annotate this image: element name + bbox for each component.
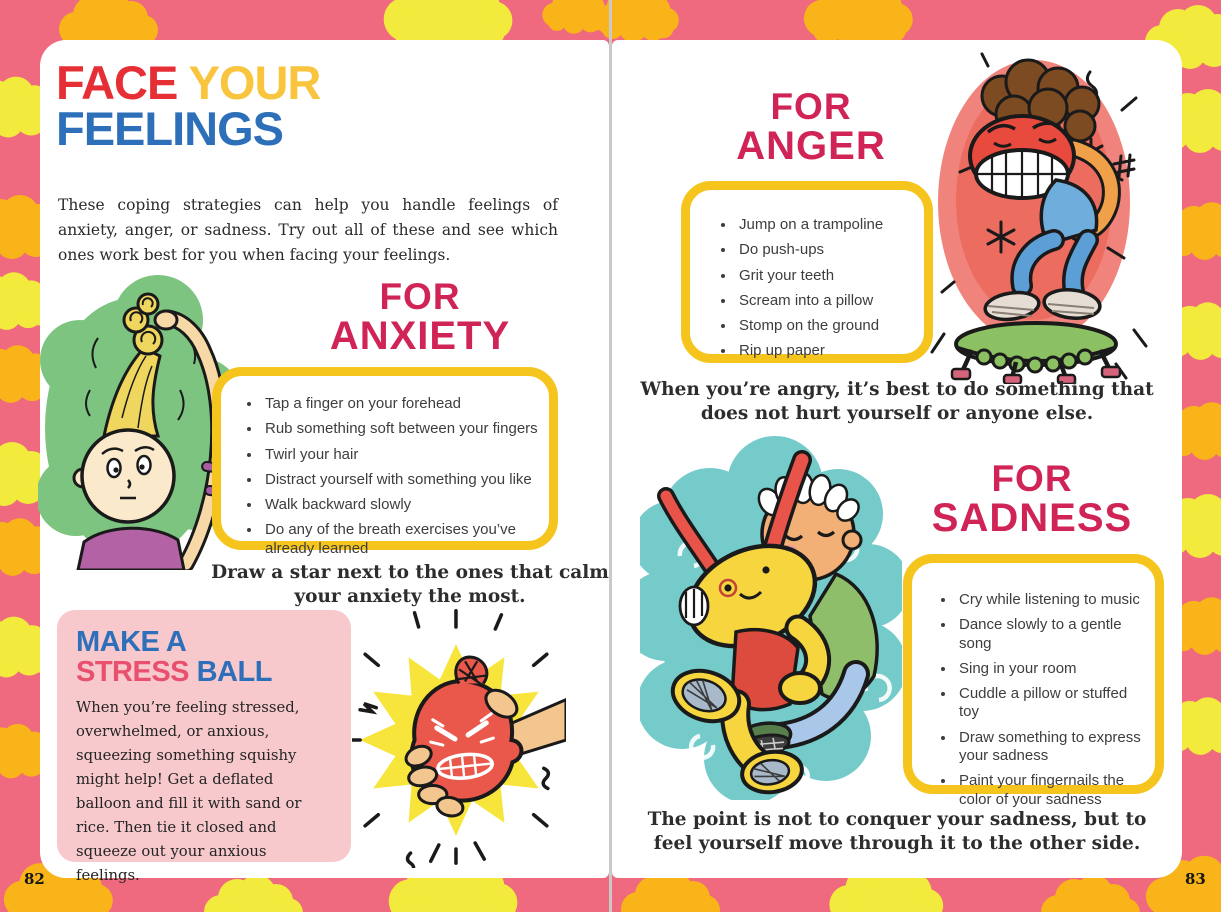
anger-tips-list [712, 216, 916, 361]
anger-tip-item: • Stomp on the ground [736, 317, 916, 335]
sadness-tip-item: • Draw something to express your sadness [956, 729, 1149, 766]
anger-caption: When you’re angry, it’s best to do something that does not hurt yourself or anyone else. [640, 379, 1154, 424]
anger-tips-box [681, 181, 933, 363]
sadness-heading-word: SADNESS [931, 496, 1133, 541]
anger-heading [650, 88, 972, 168]
anxiety-heading-word: ANXIETY [329, 314, 511, 359]
sadness-tips-list [932, 591, 1149, 809]
anxiety-tip-item: • Rub something soft between your fingers [262, 420, 539, 438]
stress-heading-stress: STRESS [76, 655, 190, 688]
anger-heading-word: ANGER [736, 124, 886, 169]
stress-ball-box [57, 610, 351, 884]
anxiety-tip-item: • Twirl your hair [262, 446, 539, 464]
right-page [612, 40, 1182, 878]
anxiety-tip-item: • Distract yourself with something you like [262, 471, 539, 489]
anger-tip-item: • Rip up paper [736, 342, 916, 360]
intro-paragraph: These coping strategies can help you handle feelings of anxiety, anger, or sadness. Try out all of these and see which ones work best for you when facing your feelings. [58, 196, 558, 264]
sadness-caption: The point is not to conquer your sadness, but to feel yourself move through it to the other side. [647, 809, 1147, 854]
page-number-right: 83 [1185, 870, 1206, 888]
hair-twirl-illustration [38, 268, 240, 570]
title-word-face: FACE [56, 56, 178, 109]
stress-heading-ball: BALL [196, 655, 272, 688]
anxiety-heading-for: FOR [379, 276, 461, 317]
stress-heading-make-a: MAKE A [76, 626, 187, 658]
anxiety-heading [236, 278, 604, 358]
page-gutter-divider [609, 0, 612, 912]
anger-tip-item: • Jump on a trampoline [736, 216, 916, 234]
sadness-tip-item: • Cry while listening to music [956, 591, 1149, 609]
sadness-tip-item: • Paint your fingernails the color of your sadness [956, 772, 1149, 809]
anger-tip-item: • Grit your teeth [736, 267, 916, 285]
sadness-tip-item: • Dance slowly to a gentle song [956, 616, 1149, 653]
anger-heading-for: FOR [770, 86, 852, 127]
anxiety-tip-item: • Do any of the breath exercises you’ve already learned [262, 521, 539, 558]
title-word-your: YOUR [188, 56, 321, 109]
anger-tip-item: • Do push-ups [736, 241, 916, 259]
left-page [40, 40, 609, 884]
anxiety-tips-box [212, 367, 558, 557]
anxiety-tip-item: • Tap a finger on your forehead [262, 395, 539, 413]
page-number-left: 82 [24, 870, 45, 888]
stress-ball-illustration [352, 606, 566, 868]
anxiety-tips-list [238, 395, 539, 558]
stress-ball-heading [76, 628, 333, 687]
title-word-feelings: FEELINGS [56, 102, 284, 156]
anxiety-caption: Draw a star next to the ones that calm your anxiety the most. [211, 562, 609, 607]
trampoline-illustration [930, 52, 1148, 384]
bunny-hug-illustration [640, 436, 902, 800]
sadness-tips-box [903, 554, 1164, 808]
sadness-tip-item: • Sing in your room [956, 660, 1149, 678]
page-title [56, 56, 321, 156]
sadness-tip-item: • Cuddle a pillow or stuffed toy [956, 685, 1149, 722]
anger-tip-item: • Scream into a pillow [736, 292, 916, 310]
stress-ball-body: When you’re feeling stressed, overwhelmed, or anxious, squeezing something squishy might help! Get a deflated balloon and fill it with sand or rice. Then tie it closed and squeeze out your anxious feelings. [76, 699, 302, 884]
anxiety-tip-item: • Walk backward slowly [262, 496, 539, 514]
sadness-heading-for: FOR [991, 458, 1073, 499]
sadness-heading [892, 460, 1172, 540]
